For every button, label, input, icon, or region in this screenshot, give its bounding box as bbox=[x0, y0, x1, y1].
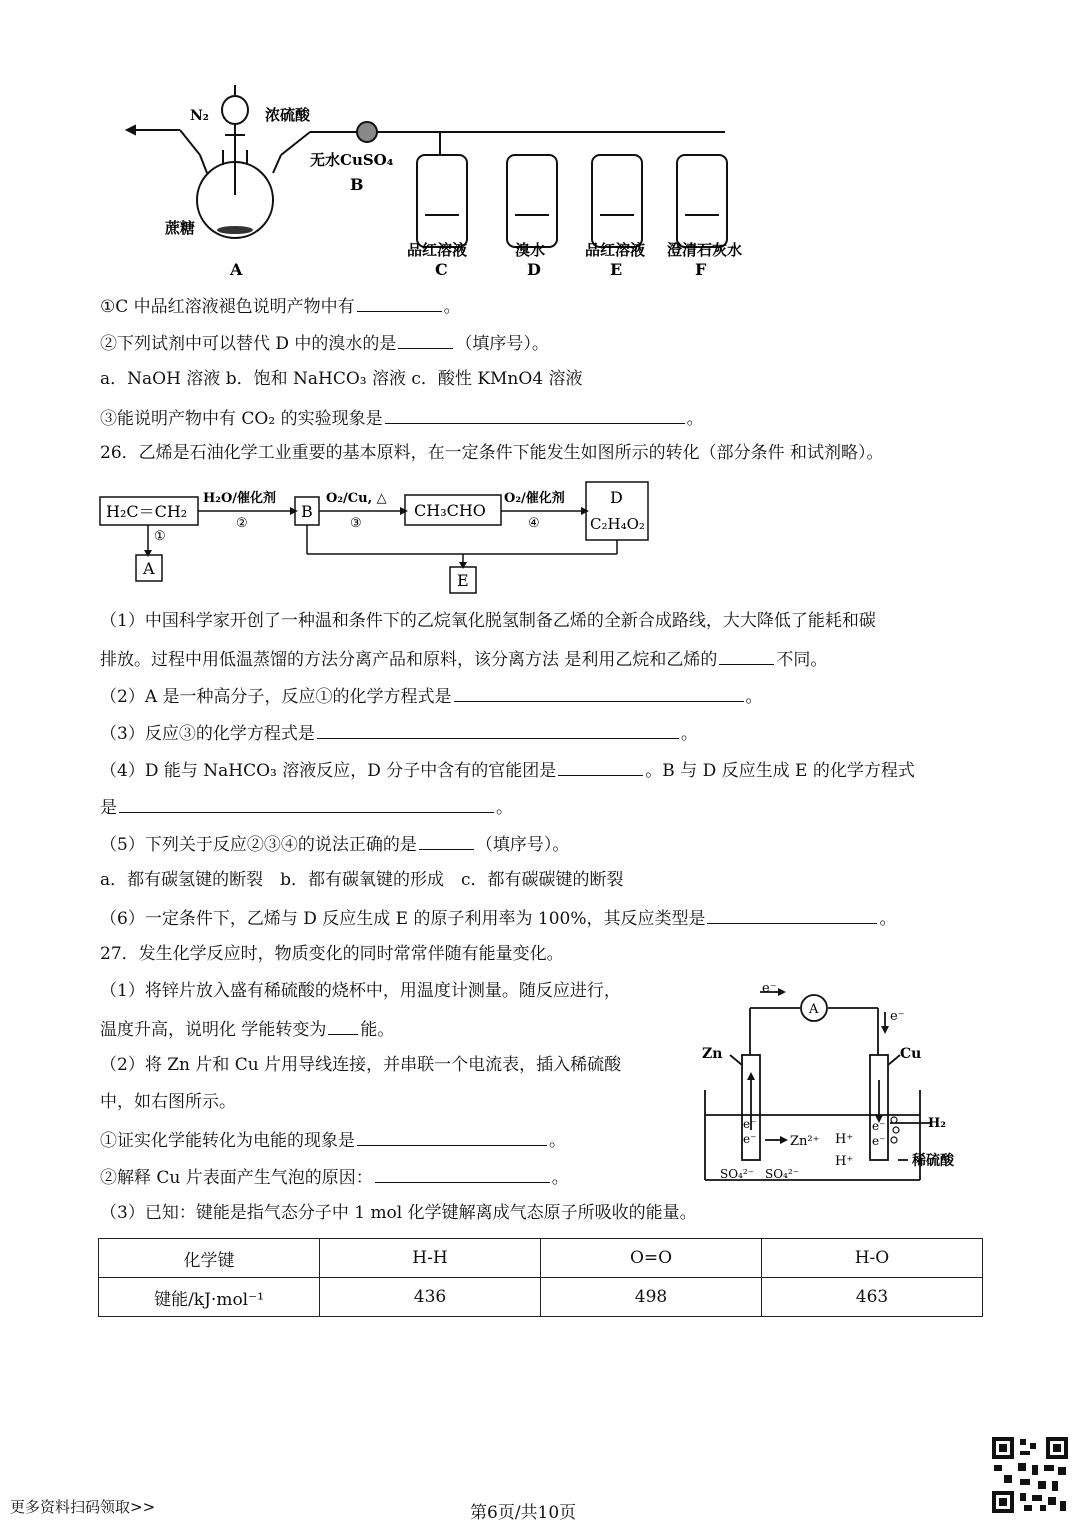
page-number: 第6页/共10页 bbox=[470, 1503, 577, 1523]
flow-num-2: ② bbox=[236, 516, 248, 531]
q26-p6: （6）一定条件下，乙烯与 D 反应生成 E 的原子利用率为 100%，其反应类型是 。 bbox=[100, 905, 896, 931]
label-a: A bbox=[230, 260, 243, 279]
cell-hplus-2: H⁺ bbox=[835, 1154, 854, 1169]
table-cell: 键能/kJ·mol⁻¹ bbox=[99, 1278, 320, 1317]
flow-d-formula: C₂H₄O₂ bbox=[590, 515, 645, 533]
bond-energy-table bbox=[98, 1238, 983, 1317]
cuso4-label: 无水CuSO₄ bbox=[310, 151, 394, 169]
sucrose-label: 蔗糖 bbox=[165, 219, 196, 237]
q26-p5: （5）下列关于反应②③④的说法正确的是 （填序号）。 bbox=[100, 831, 569, 857]
flow-b: B bbox=[301, 502, 313, 521]
cell-electron-zn-2: e⁻ bbox=[743, 1132, 757, 1146]
q26-p4a: （4）D 能与 NaHCO₃ 溶液反应，D 分子中含有的官能团是 。B 与 D 反应生成 E 的化学方程式 bbox=[100, 757, 915, 783]
cell-ammeter: A bbox=[809, 1002, 819, 1017]
apparatus-diagram bbox=[95, 75, 775, 290]
bottle-c-liquid: 品红溶液 bbox=[407, 241, 468, 259]
bottle-e-label: E bbox=[610, 260, 623, 279]
bottle-d-label: D bbox=[527, 260, 541, 279]
table-header-row bbox=[99, 1239, 983, 1278]
q26-p4b: 是 。 bbox=[100, 794, 513, 820]
flow-ethylene: H₂C＝CH₂ bbox=[106, 502, 188, 521]
q26-p3: （3）反应③的化学方程式是 。 bbox=[100, 720, 698, 746]
galvanic-cell-diagram bbox=[700, 980, 1000, 1200]
label-b: B bbox=[350, 175, 364, 194]
cell-zn-label: Zn bbox=[702, 1046, 723, 1062]
flow-e: E bbox=[457, 571, 469, 590]
cell-electron-cu-2: e⁻ bbox=[872, 1134, 886, 1148]
cell-zn2-label: Zn²⁺ bbox=[790, 1134, 820, 1149]
q25-s1: ①C 中品红溶液褪色说明产物中有 。 bbox=[100, 293, 461, 319]
q27-p1a: （1）将锌片放入盛有稀硫酸的烧杯中，用温度计测量。随反应进行， bbox=[100, 981, 621, 1001]
flow-a: A bbox=[143, 559, 155, 578]
bottle-c-label: C bbox=[435, 260, 448, 279]
bottle-e-liquid: 品红溶液 bbox=[585, 241, 646, 259]
cell-so4-1: SO₄²⁻ bbox=[720, 1167, 755, 1181]
flow-cond-2: H₂O/催化剂 bbox=[203, 491, 277, 506]
flow-num-1: ① bbox=[154, 529, 166, 544]
table-cell: 463 bbox=[762, 1278, 983, 1317]
flow-num-3: ③ bbox=[350, 516, 362, 531]
cell-acid-label: 稀硫酸 bbox=[912, 1153, 954, 1169]
cell-so4-2: SO₄²⁻ bbox=[765, 1167, 800, 1181]
q25-options: a．NaOH 溶液 b．饱和 NaHCO₃ 溶液 c．酸性 KMnO4 溶液 bbox=[100, 369, 583, 389]
q25-s3: ③能说明产物中有 CO₂ 的实验现象是 。 bbox=[100, 405, 704, 431]
table-row bbox=[99, 1278, 983, 1317]
cell-electron-top-left: e⁻ bbox=[762, 981, 777, 996]
q26-stem: 26．乙烯是石油化学工业重要的基本原料，在一定条件下能发生如图所示的转化（部分条件 和试剂略）。 bbox=[100, 443, 884, 463]
q27-p2b: 中，如右图所示。 bbox=[100, 1092, 236, 1112]
q26-p1a: （1）中国科学家开创了一种温和条件下的乙烷氧化脱氢制备乙烯的全新合成路线，大大降低了能耗和碳 bbox=[100, 611, 876, 631]
flow-d: D bbox=[610, 488, 623, 507]
flow-num-4: ④ bbox=[528, 516, 540, 531]
cell-hplus-1: H⁺ bbox=[835, 1132, 854, 1147]
flow-acetaldehyde: CH₃CHO bbox=[414, 501, 486, 520]
q27-p1b: 温度升高，说明化 学能转变为 能。 bbox=[100, 1016, 394, 1042]
q27-stem: 27．发生化学反应时，物质变化的同时常常伴随有能量变化。 bbox=[100, 944, 564, 964]
footer-more-link[interactable]: 更多资料扫码领取>> bbox=[10, 1498, 156, 1516]
table-cell: 436 bbox=[320, 1278, 541, 1317]
q25-s2: ②下列试剂中可以替代 D 中的溴水的是 （填序号）。 bbox=[100, 330, 549, 356]
q27-p2a: （2）将 Zn 片和 Cu 片用导线连接，并串联一个电流表，插入稀硫酸 bbox=[100, 1055, 622, 1075]
flow-cond-4: O₂/催化剂 bbox=[504, 491, 565, 506]
q27-s2: ②解释 Cu 片表面产生气泡的原因： 。 bbox=[100, 1164, 569, 1190]
table-cell: H-H bbox=[320, 1239, 541, 1278]
q27-p3: （3）已知：键能是指气态分子中 1 mol 化学键解离成气态原子所吸收的能量。 bbox=[100, 1203, 697, 1223]
cell-electron-top-right: e⁻ bbox=[890, 1009, 905, 1024]
bottle-f-liquid: 澄清石灰水 bbox=[667, 241, 743, 259]
acid-label: 浓硫酸 bbox=[265, 106, 311, 124]
q26-flow-diagram bbox=[98, 477, 658, 597]
bottle-f-label: F bbox=[695, 260, 707, 279]
q26-p5-options: a．都有碳氢键的断裂 b．都有碳氧键的形成 c．都有碳碳键的断裂 bbox=[100, 870, 624, 890]
q26-p1b: 排放。过程中用低温蒸馏的方法分离产品和原料，该分离方法 是利用乙烷和乙烯的 不同。 bbox=[100, 646, 827, 672]
table-cell: 498 bbox=[541, 1278, 762, 1317]
table-cell: 化学键 bbox=[99, 1239, 320, 1278]
cell-electron-zn-1: e⁻ bbox=[743, 1117, 757, 1131]
cell-electron-cu-1: e⁻ bbox=[872, 1119, 886, 1133]
flow-cond-3: O₂/Cu, △ bbox=[326, 491, 387, 506]
n2-label: N₂ bbox=[190, 108, 209, 124]
q27-s1: ①证实化学能转化为电能的现象是 。 bbox=[100, 1127, 566, 1153]
table-cell: H-O bbox=[762, 1239, 983, 1278]
table-cell: O=O bbox=[541, 1239, 762, 1278]
cell-h2-label: H₂ bbox=[928, 1116, 946, 1131]
qr-code-icon[interactable] bbox=[990, 1435, 1070, 1515]
cell-cu-label: Cu bbox=[900, 1046, 922, 1062]
bottle-d-liquid: 溴水 bbox=[515, 241, 546, 259]
q26-p2: （2）A 是一种高分子，反应①的化学方程式是 。 bbox=[100, 683, 763, 709]
